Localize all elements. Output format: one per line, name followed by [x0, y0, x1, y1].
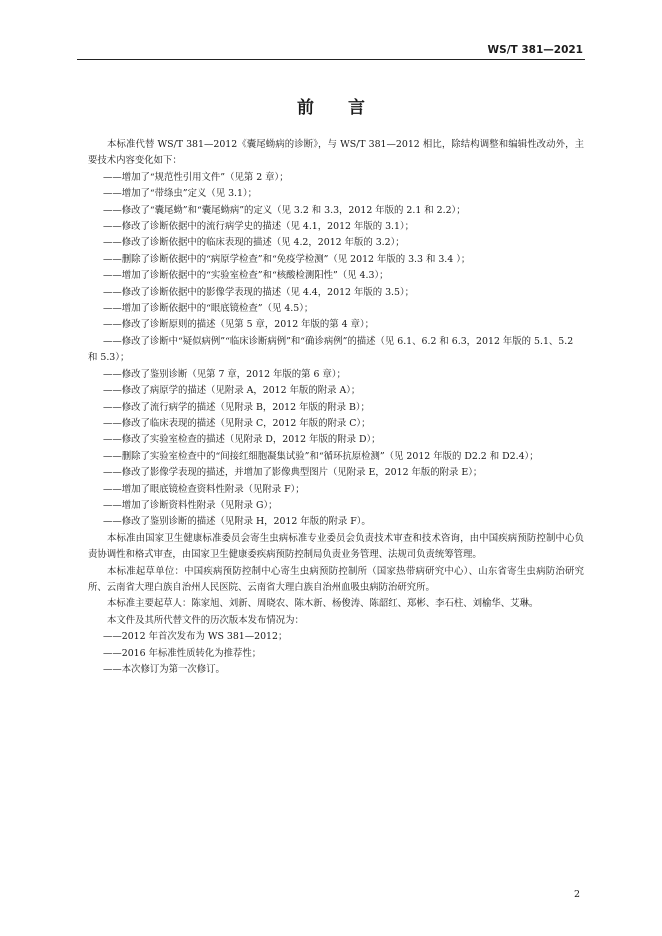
history-list	[88, 629, 584, 678]
list-item: ——修改了“囊尾蚴”和“囊尾蚴病”的定义（见 3.2 和 3.3，2012 年版的 2.1 和 2.2）；	[103, 204, 466, 216]
page-number: 2	[573, 889, 580, 900]
list-item: ——修改了病原学的描述（见附录 A，2012 年版的附录 A）；	[103, 385, 361, 397]
drafters-paragraph: 本标准主要起草人：陈家旭、刘新、周晓农、陈木新、杨俊涛、陈韶红、郑彬、李石柱、刘榆华、艾琳。	[107, 598, 539, 610]
header-divider	[77, 59, 585, 60]
list-item: ——增加了诊断依据中的“眼底镜检查”（见 4.5）；	[103, 303, 314, 315]
intro-paragraph: 本标准代替 WS/T 381—2012《囊尾蚴病的诊断》，与 WS/T 381—2012 相比，除结构调整和编辑性改动外，主要技术内容变化如下：	[88, 139, 584, 167]
changes-list	[88, 170, 584, 531]
list-item: ——本次修订为第一次修订。	[103, 664, 225, 675]
list-item: ——修改了影像学表现的描述，并增加了影像典型图片（见附录 E，2012 年版的附录 E）；	[103, 467, 483, 479]
history-intro: 本文件及其所代替文件的历次版本发布情况为：	[107, 614, 304, 626]
standard-code: WS/T 381—2021	[487, 44, 583, 56]
list-item: ——修改了实验室检查的描述（见附录 D，2012 年版的附录 D）；	[103, 434, 381, 446]
list-item: ——2016 年标准性质转化为推荐性；	[103, 647, 262, 659]
list-item: ——增加了“带绦虫”定义（见 3.1）；	[103, 188, 258, 200]
list-item: ——修改了诊断中“疑似病例”“临床诊断病例”和“确诊病例”的描述（见 6.1、6.2 和 6.3，2012 年版的 5.1、5.2 和 5.3）；	[88, 335, 574, 364]
list-item: ——修改了流行病学的描述（见附录 B，2012 年版的附录 B）；	[103, 401, 370, 413]
list-item: ——修改了诊断依据中的流行病学史的描述（见 4.1，2012 年版的 3.1）；	[103, 221, 415, 233]
list-item: ——删除了诊断依据中的“病原学检查”和“免疫学检测”（见 2012 年版的 3.3 和 3.4 ）；	[103, 253, 471, 265]
list-item: ——修改了诊断原则的描述（见第 5 章，2012 年版的第 4 章）；	[103, 319, 374, 331]
list-item: ——增加了诊断依据中的“实验室检查”和“核酸检测阳性”（见 4.3）；	[103, 270, 389, 282]
list-item: ——修改了诊断依据中的影像学表现的描述（见 4.4，2012 年版的 3.5）；	[103, 286, 415, 298]
list-item: ——增加了眼底镜检查资料性附录（见附录 F）；	[103, 483, 305, 495]
list-item: ——修改了鉴别诊断（见第 7 章，2012 年版的第 6 章）；	[103, 368, 346, 380]
list-item: ——修改了诊断依据中的临床表现的描述（见 4.2，2012 年版的 3.2）；	[103, 237, 405, 249]
list-item: ——增加了诊断资料性附录（见附录 G）；	[103, 499, 278, 511]
list-item: ——删除了实验室检查中的“间接红细胞凝集试验”和“循环抗原检测”（见 2012 年版的 D2.2 和 D2.4）；	[103, 450, 539, 462]
list-item: ——增加了“规范性引用文件”（见第 2 章）；	[103, 171, 289, 183]
list-item: ——修改了临床表现的描述（见附录 C，2012 年版的附录 C）；	[103, 417, 371, 429]
page-title: 前 言	[297, 98, 379, 118]
list-item: ——修改了鉴别诊断的描述（见附录 H，2012 年版的附录 F）。	[103, 516, 371, 528]
drafting-units-paragraph: 本标准起草单位：中国疾病预防控制中心寄生虫病预防控制所（国家热带病研究中心）、山东省寄生虫病防治研究所、云南省大理白族自治州人民医院、云南省大理白族自治州血吸虫病防治研究所。	[88, 565, 584, 593]
list-item: ——2012 年首次发布为 WS 381—2012；	[103, 631, 288, 643]
document-body	[88, 137, 584, 678]
responsibility-paragraph: 本标准由国家卫生健康标准委员会寄生虫病标准专业委员会负责技术审查和技术咨询，由中国疾病预防控制中心负责协调性和格式审查，由国家卫生健康委疾病预防控制局负责业务管理、法规司负责统筹管理。	[88, 532, 584, 561]
